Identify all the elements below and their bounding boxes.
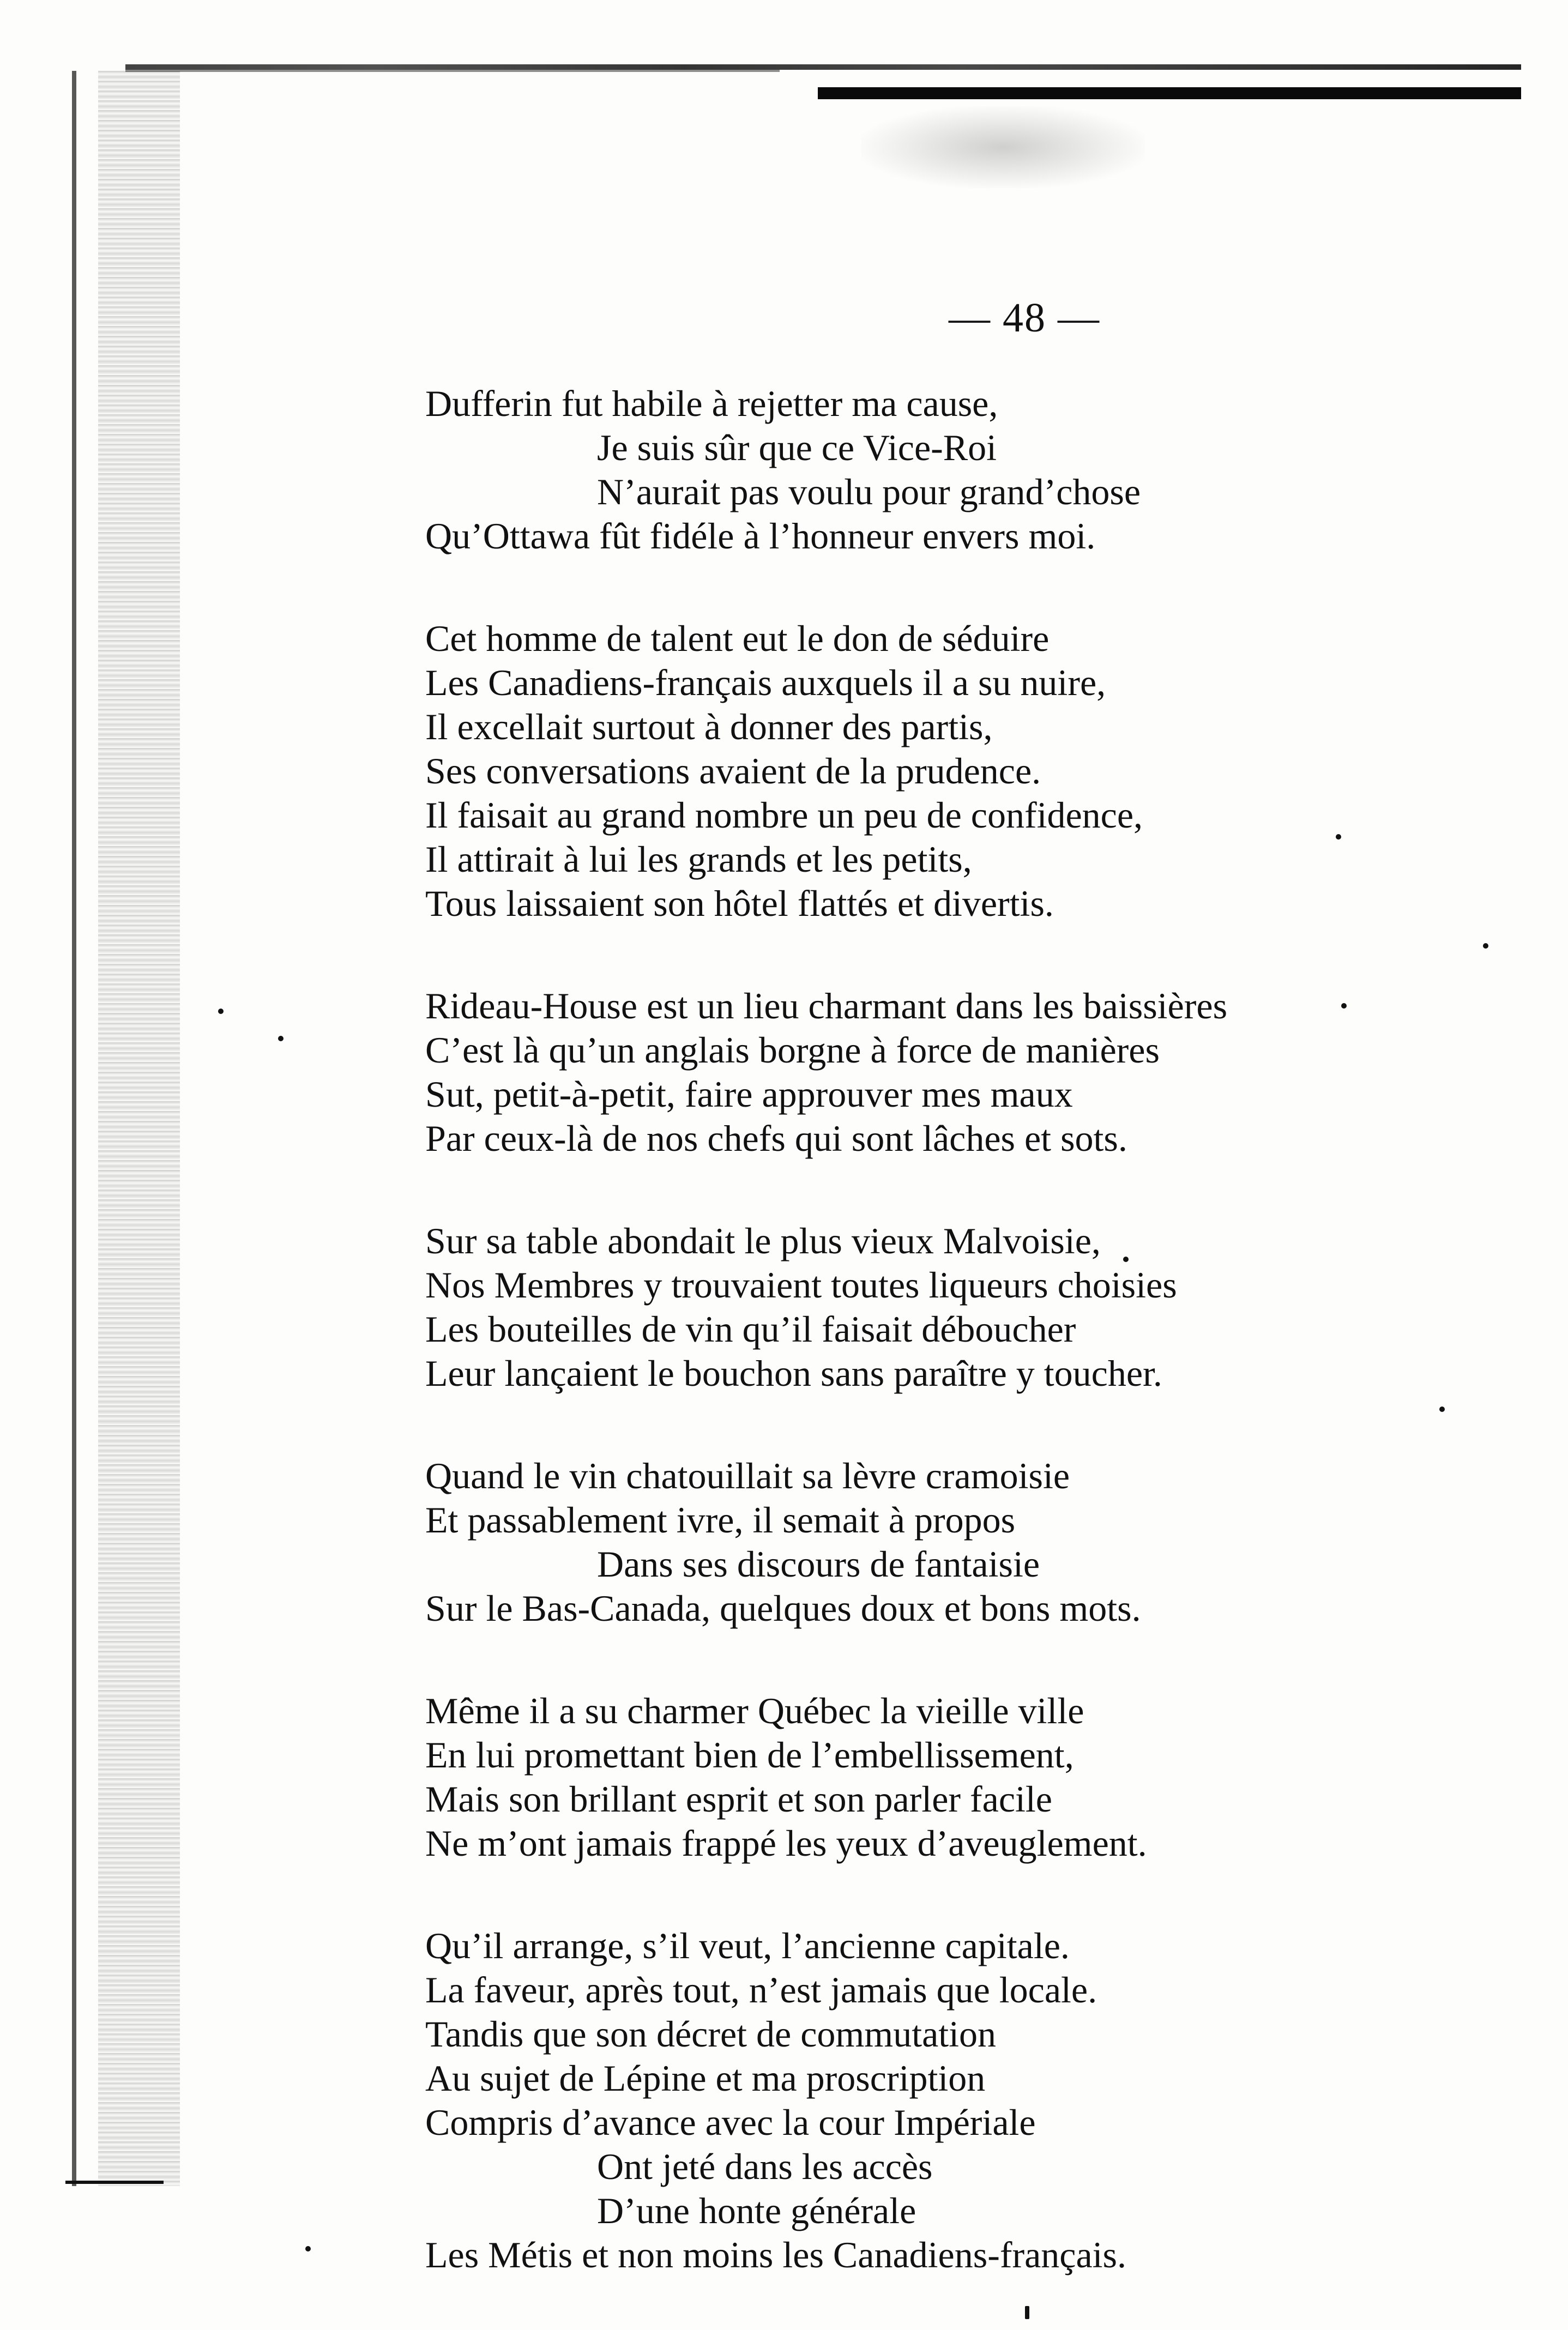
top-rule-thick: [818, 87, 1521, 99]
stanza: [425, 1454, 1494, 1631]
scan-speck: [305, 2246, 311, 2251]
poem-line: Quand le vin chatouillait sa lèvre cramoisie: [425, 1455, 1070, 1496]
stanza: [425, 382, 1494, 558]
poem-line: Sut, petit-à-petit, faire approuver mes maux: [425, 1073, 1073, 1115]
binding-edge-line: [72, 71, 76, 2186]
poem-line: Nos Membres y trouvaient toutes liqueurs choisies: [425, 1264, 1177, 1306]
poem-line: La faveur, après tout, n’est jamais que locale.: [425, 1969, 1097, 2011]
poem-line: Les bouteilles de vin qu’il faisait déboucher: [425, 1308, 1076, 1350]
stanza: [425, 984, 1494, 1161]
bottom-edge-mark: [65, 2181, 164, 2184]
binding-edge-shadow: [98, 71, 180, 2186]
poem-line: N’aurait pas voulu pour grand’chose: [597, 471, 1141, 512]
page-number: — 48 —: [949, 295, 1100, 341]
scan-smudge: [861, 106, 1145, 188]
stanza: [425, 1689, 1494, 1866]
poem-line: Rideau-House est un lieu charmant dans les baissières: [425, 985, 1228, 1027]
poem-line: Mais son brillant esprit et son parler facile: [425, 1778, 1052, 1820]
scan-speck: [218, 1009, 224, 1014]
poem-line: Par ceux-là de nos chefs qui sont lâches et sots.: [425, 1118, 1127, 1159]
poem-line: En lui promettant bien de l’embellissement,: [425, 1734, 1074, 1776]
poem-line: Même il a su charmer Québec la vieille ville: [425, 1690, 1084, 1731]
poem-line: Tandis que son décret de commutation: [425, 2013, 997, 2055]
poem-line: Et passablement ivre, il semait à propos: [425, 1499, 1016, 1541]
stanza: [425, 617, 1494, 926]
scan-speck: [278, 1036, 284, 1041]
poem-line: Il excellait surtout à donner des partis,: [425, 706, 993, 747]
poem-line: Sur sa table abondait le plus vieux Malvoisie,: [425, 1220, 1101, 1261]
poem-line: Les Canadiens-français auxquels il a su nuire,: [425, 662, 1106, 703]
poem-line: Compris d’avance avec la cour Impériale: [425, 2102, 1036, 2143]
poem-line: Dufferin fut habile à rejetter ma cause,: [425, 383, 998, 424]
poem-line: Je suis sûr que ce Vice-Roi: [597, 427, 997, 468]
top-rule-thin: [125, 70, 780, 72]
poem-line: C’est là qu’un anglais borgne à force de manières: [425, 1029, 1160, 1071]
top-rule: [125, 64, 1521, 70]
poem-line: Ont jeté dans les accès: [597, 2146, 933, 2187]
stanza: [425, 1219, 1494, 1396]
poem-line: Leur lançaient le bouchon sans paraître y toucher.: [425, 1353, 1162, 1394]
poem-line: Sur le Bas-Canada, quelques doux et bons mots.: [425, 1587, 1141, 1629]
scan-speck: [1025, 2306, 1029, 2319]
poem-line: Au sujet de Lépine et ma proscription: [425, 2057, 986, 2099]
poem-line: D’une honte générale: [597, 2190, 916, 2231]
poem-line: Tous laissaient son hôtel flattés et divertis.: [425, 883, 1054, 924]
poem-line: Ne m’ont jamais frappé les yeux d’aveuglement.: [425, 1822, 1147, 1864]
poem-line: Cet homme de talent eut le don de séduire: [425, 618, 1050, 659]
stanza: [425, 1924, 1494, 2277]
poem-line: Dans ses discours de fantaisie: [597, 1543, 1040, 1585]
poem-line: Qu’il arrange, s’il veut, l’ancienne capitale.: [425, 1925, 1070, 1966]
poem-body: [425, 382, 1494, 2277]
poem-line: Qu’Ottawa fût fidéle à l’honneur envers moi.: [425, 515, 1096, 557]
poem-line: Les Métis et non moins les Canadiens-français.: [425, 2234, 1127, 2275]
poem-line: Il attirait à lui les grands et les petits,: [425, 838, 972, 880]
poem-line: Il faisait au grand nombre un peu de confidence,: [425, 794, 1143, 836]
poem-line: Ses conversations avaient de la prudence.: [425, 750, 1041, 792]
